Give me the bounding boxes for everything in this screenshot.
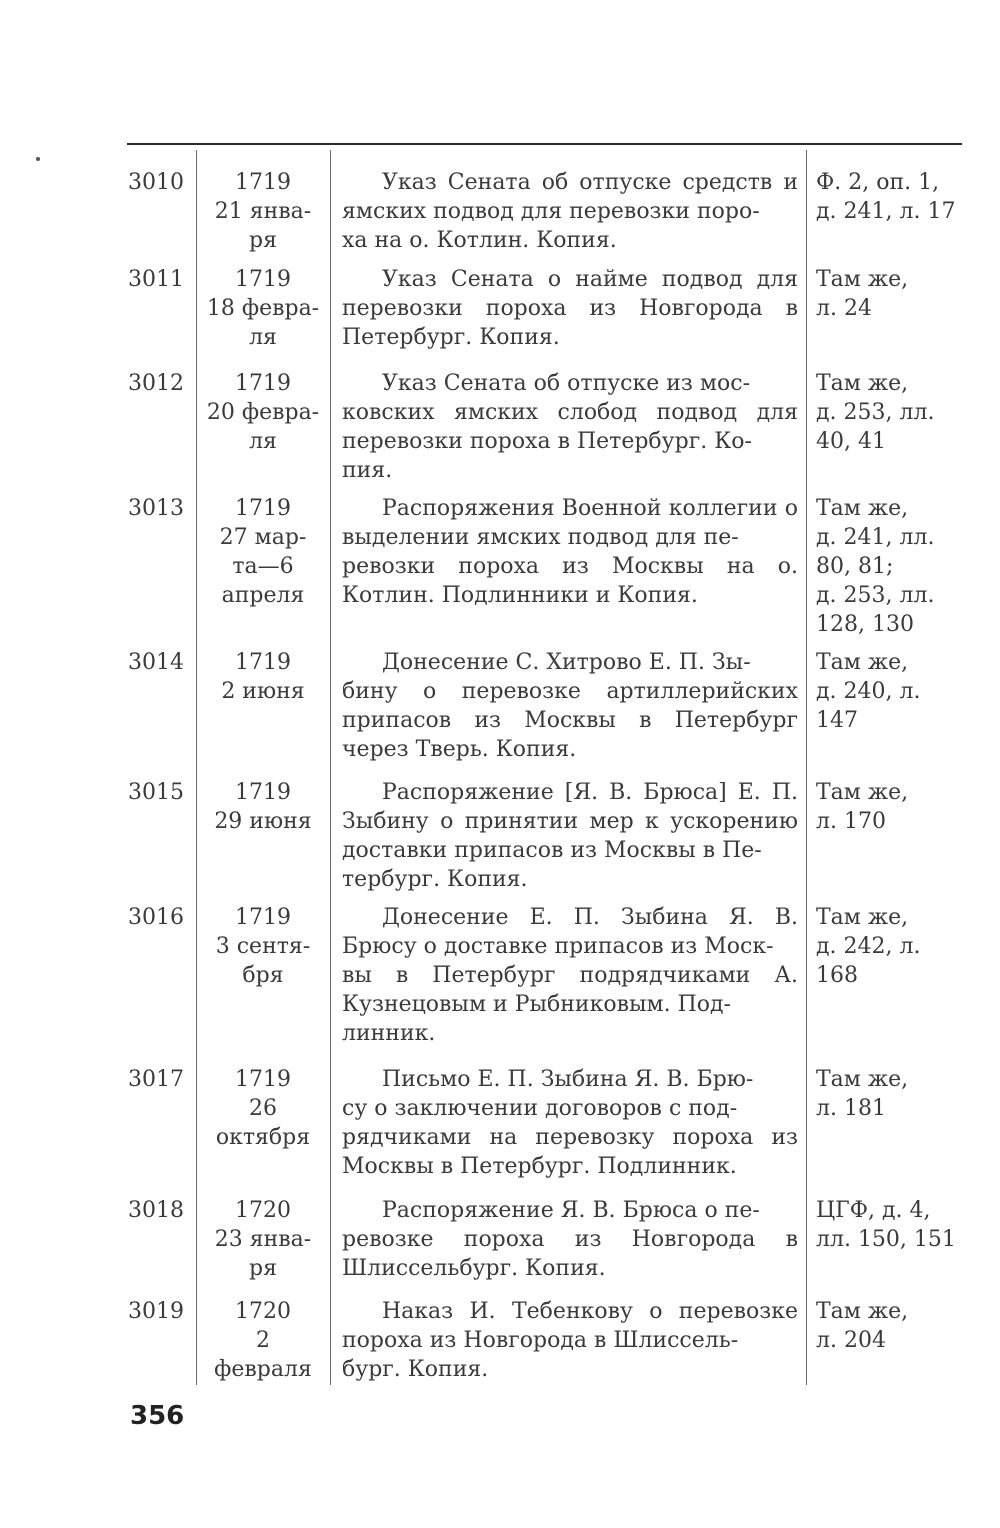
column-divider-3 [806, 150, 807, 1385]
entry-number: 3010 [128, 170, 184, 195]
entry-number: 3019 [128, 1299, 184, 1324]
entry-reference: Там же, д. 241, лл. 80, 81; д. 253, лл. 128, 130 [816, 496, 935, 637]
column-divider-2 [330, 150, 331, 1385]
entry-reference: Там же, л. 181 [816, 1067, 909, 1121]
entry-number: 3018 [128, 1198, 184, 1223]
entry-description: Распоряжение Я. В. Брюса о пе- ревозке пороха из Новгорода в Шлиссельбург. Копия. [342, 1198, 798, 1281]
entry-description: Наказ И. Тебенкову о перевозке пороха из Новгорода в Шлиссель- бург. Копия. [342, 1299, 798, 1382]
entry-description: Распоряжения Военной коллегии о выделении ямских подвод для пе- ревозки пороха из Москвы на о. Котлин. Подлинники и Копия. [342, 496, 798, 608]
entry-date: 1720 23 янва- ря [214, 1198, 312, 1281]
entry-reference: Там же, л. 170 [816, 780, 909, 834]
entry-description: Письмо Е. П. Зыбина Я. В. Брю- су о заключении договоров с под- рядчиками на перевозку пороха из Москвы в Петербург. Подлинник. [342, 1067, 798, 1179]
entry-reference: Ф. 2, оп. 1, д. 241, л. 17 [816, 170, 956, 224]
entry-number: 3017 [128, 1067, 184, 1092]
entry-date: 1719 29 июня [214, 780, 312, 834]
entry-number: 3016 [128, 905, 184, 930]
entry-description: Указ Сената об отпуске средств и ямских подвод для перевозки поро- ха на о. Котлин. Копия. [342, 170, 798, 253]
entry-reference: Там же, л. 204 [816, 1299, 909, 1353]
entry-date: 1719 27 мар- та—6 апреля [219, 496, 307, 608]
print-speck [36, 157, 40, 161]
entry-date: 1719 26 октября [215, 1067, 311, 1150]
entry-date: 1719 2 июня [221, 650, 305, 704]
entry-number: 3012 [128, 371, 184, 396]
column-divider-1 [196, 150, 197, 1385]
entry-description: Указ Сената об отпуске из мос- ковских ямских слобод подвод для перевозки пороха в Петербург. Ко- пия. [342, 371, 798, 483]
entry-description: Донесение С. Хитрово Е. П. Зы- бину о перевозке артиллерийских припасов из Москвы в Петербург через Тверь. Копия. [342, 650, 798, 762]
entry-date: 1719 3 сентя- бря [215, 905, 311, 988]
entry-reference: Там же, д. 253, лл. 40, 41 [816, 371, 935, 454]
entry-date: 1719 18 февра- ля [206, 267, 320, 350]
entry-reference: Там же, д. 242, л. 168 [816, 905, 921, 988]
entry-date: 1720 2 февраля [214, 1299, 312, 1382]
entry-number: 3014 [128, 650, 184, 675]
entry-number: 3015 [128, 780, 184, 805]
entry-number: 3011 [128, 267, 184, 292]
entry-reference: ЦГФ, д. 4, лл. 150, 151 [816, 1198, 956, 1252]
entry-reference: Там же, д. 240, л. 147 [816, 650, 921, 733]
entry-number: 3013 [128, 496, 184, 521]
entry-reference: Там же, л. 24 [816, 267, 909, 321]
entry-description: Указ Сената о найме подвод для перевозки пороха из Новгорода в Петербург. Копия. [342, 267, 798, 350]
entry-description: Распоряжение [Я. В. Брюса] Е. П. Зыбину о принятии мер к ускорению доставки припасов из Москвы в Пе- тербург. Копия. [342, 780, 798, 892]
entry-description: Донесение Е. П. Зыбина Я. В. Брюсу о доставке припасов из Моск- вы в Петербург подрядчиками А. Кузнецовым и Рыбниковым. Под- линник. [342, 905, 798, 1046]
entry-date: 1719 21 янва- ря [214, 170, 312, 253]
page-number: 356 [130, 1401, 185, 1431]
entry-date: 1719 20 февра- ля [206, 371, 320, 454]
top-rule [127, 143, 962, 145]
